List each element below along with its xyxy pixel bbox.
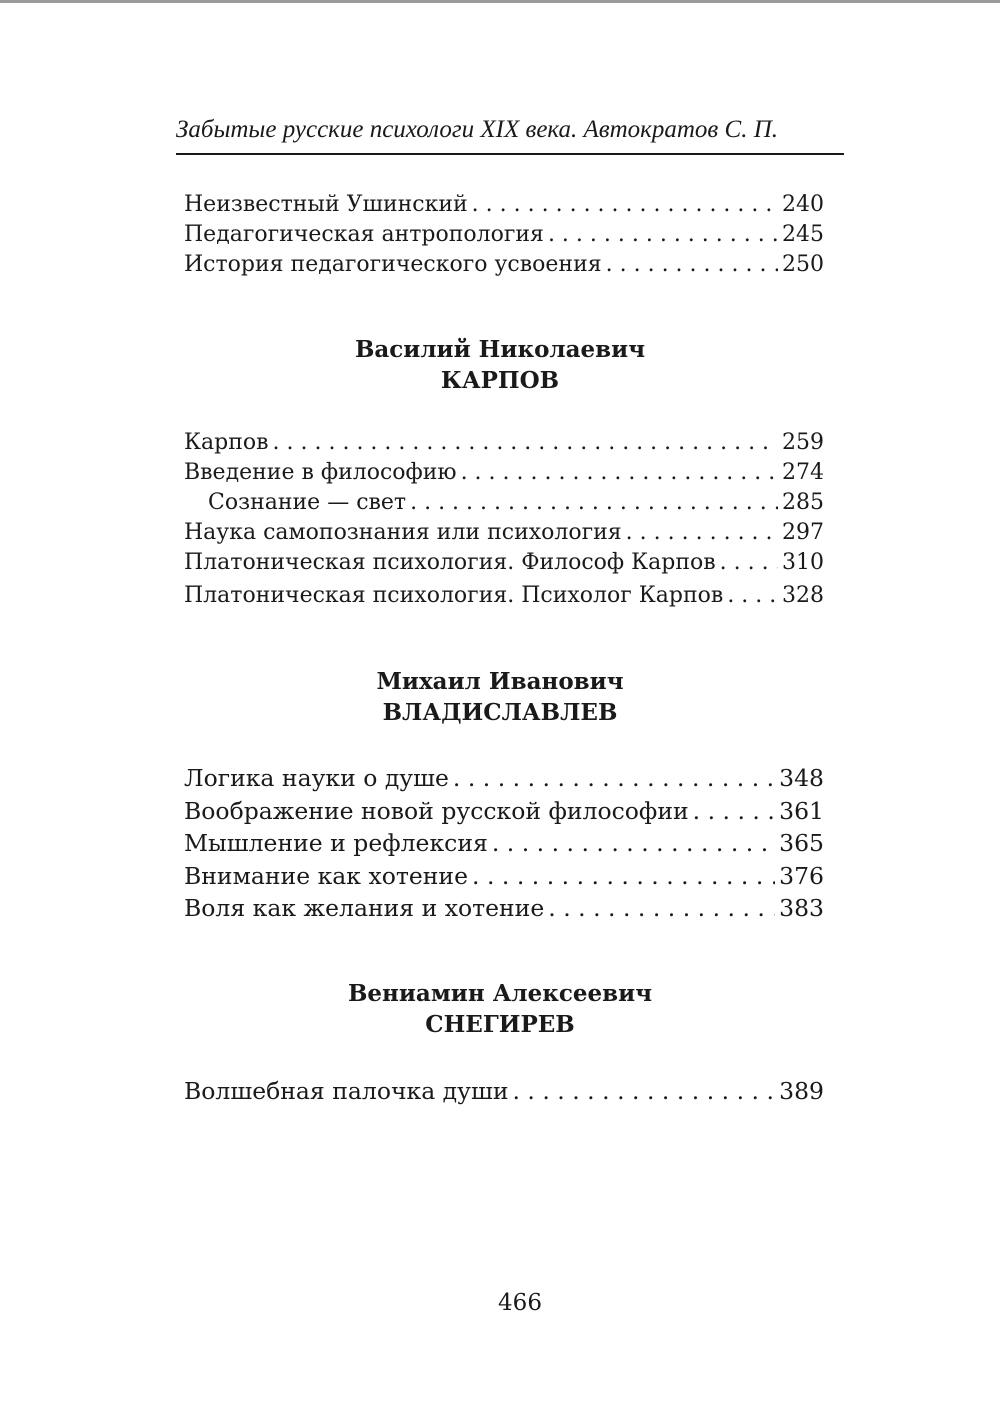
dot-leader — [693, 795, 775, 828]
author-first-name: Михаил Иванович — [376, 668, 624, 695]
author-heading-snegirev — [0, 978, 1000, 1040]
toc-entry-title: Сознание — свет — [208, 490, 407, 515]
toc-section-ushinsky — [184, 190, 824, 280]
toc-entry-page: 348 — [779, 764, 824, 792]
page-top-edge — [0, 0, 1000, 3]
toc-entry[interactable] — [184, 581, 824, 611]
toc-entry-page: 285 — [782, 490, 824, 515]
toc-entry-page: 310 — [782, 550, 824, 575]
toc-entry-page: 259 — [782, 430, 824, 455]
toc-entry[interactable] — [184, 892, 824, 925]
toc-entry-page: 250 — [782, 252, 824, 277]
author-last-name: СНЕГИРЕВ — [425, 1011, 575, 1038]
toc-entry-title: Наука самопознания или психология — [184, 520, 622, 545]
toc-entry-title: Неизвестный Ушинский — [184, 192, 468, 217]
toc-section-snegirev — [184, 1075, 824, 1108]
toc-entry-page: 383 — [779, 894, 824, 922]
toc-entry-title: Воля как желания и хотение — [184, 894, 545, 922]
toc-entry[interactable] — [184, 795, 824, 828]
toc-entry[interactable] — [184, 1075, 824, 1108]
toc-entry-page: 297 — [782, 520, 824, 545]
dot-leader — [626, 518, 778, 548]
toc-entry-page: 274 — [782, 460, 824, 485]
toc-entry[interactable] — [184, 220, 824, 250]
toc-entry-page: 361 — [779, 796, 824, 825]
toc-entry-page: 328 — [782, 583, 824, 608]
toc-entry-page: 245 — [782, 222, 824, 247]
toc-entry-title: Платоническая психология. Философ Карпов — [184, 550, 716, 575]
dot-leader — [410, 488, 778, 518]
toc-section-karpov — [184, 428, 824, 611]
toc-entry[interactable] — [184, 860, 824, 893]
toc-entry-title: Волшебная палочка души — [184, 1077, 509, 1105]
dot-leader — [472, 190, 778, 220]
toc-entry-page: 389 — [779, 1077, 824, 1105]
toc-section-vladislavlev — [184, 762, 824, 925]
toc-entry-title: Педагогическая антропология — [184, 222, 544, 247]
toc-entry[interactable] — [184, 190, 824, 220]
running-header: Забытые русские психологи XIX века. Автократов С. П. — [176, 116, 779, 143]
toc-entry-page: 376 — [779, 861, 824, 890]
toc-entry-title: Карпов — [184, 430, 269, 455]
toc-entry-title: Логика науки о душе — [184, 764, 449, 792]
author-heading-karpov — [0, 334, 1000, 396]
toc-entry[interactable] — [184, 458, 824, 488]
toc-entry-title: Внимание как хотение — [184, 861, 468, 890]
author-first-name: Вениамин Алексеевич — [347, 980, 653, 1007]
toc-entry[interactable] — [184, 548, 824, 578]
toc-entry-subsection[interactable] — [184, 488, 824, 518]
toc-entry[interactable] — [184, 518, 824, 548]
author-first-name: Василий Николаевич — [354, 336, 646, 363]
dot-leader — [472, 860, 775, 893]
toc-entry[interactable] — [184, 762, 824, 795]
dot-leader — [548, 892, 775, 925]
dot-leader — [548, 220, 778, 250]
toc-entry-page: 365 — [779, 829, 824, 857]
dot-leader — [720, 548, 778, 578]
toc-entry-title: История педагогического усвоения — [184, 252, 602, 277]
toc-entry-title: Мышление и рефлексия — [184, 829, 488, 857]
toc-entry-title: Платоническая психология. Психолог Карпов — [184, 583, 724, 608]
dot-leader — [273, 428, 778, 458]
author-last-name: ВЛАДИСЛАВЛЕВ — [382, 699, 618, 726]
dot-leader — [727, 581, 778, 611]
dot-leader — [492, 827, 775, 860]
author-heading-vladislavlev — [0, 666, 1000, 728]
dot-leader — [453, 762, 775, 795]
dot-leader — [512, 1075, 775, 1108]
dot-leader — [606, 250, 778, 280]
toc-entry-title: Воображение новой русской философии — [184, 796, 689, 825]
toc-entry-title: Введение в философию — [184, 460, 457, 485]
toc-entry[interactable] — [184, 250, 824, 280]
toc-entry[interactable] — [184, 428, 824, 458]
toc-entry[interactable] — [184, 827, 824, 860]
header-rule — [176, 153, 844, 155]
page-number: 466 — [498, 1290, 542, 1316]
author-last-name: КАРПОВ — [440, 367, 560, 394]
toc-entry-page: 240 — [782, 192, 824, 217]
dot-leader — [461, 458, 778, 488]
